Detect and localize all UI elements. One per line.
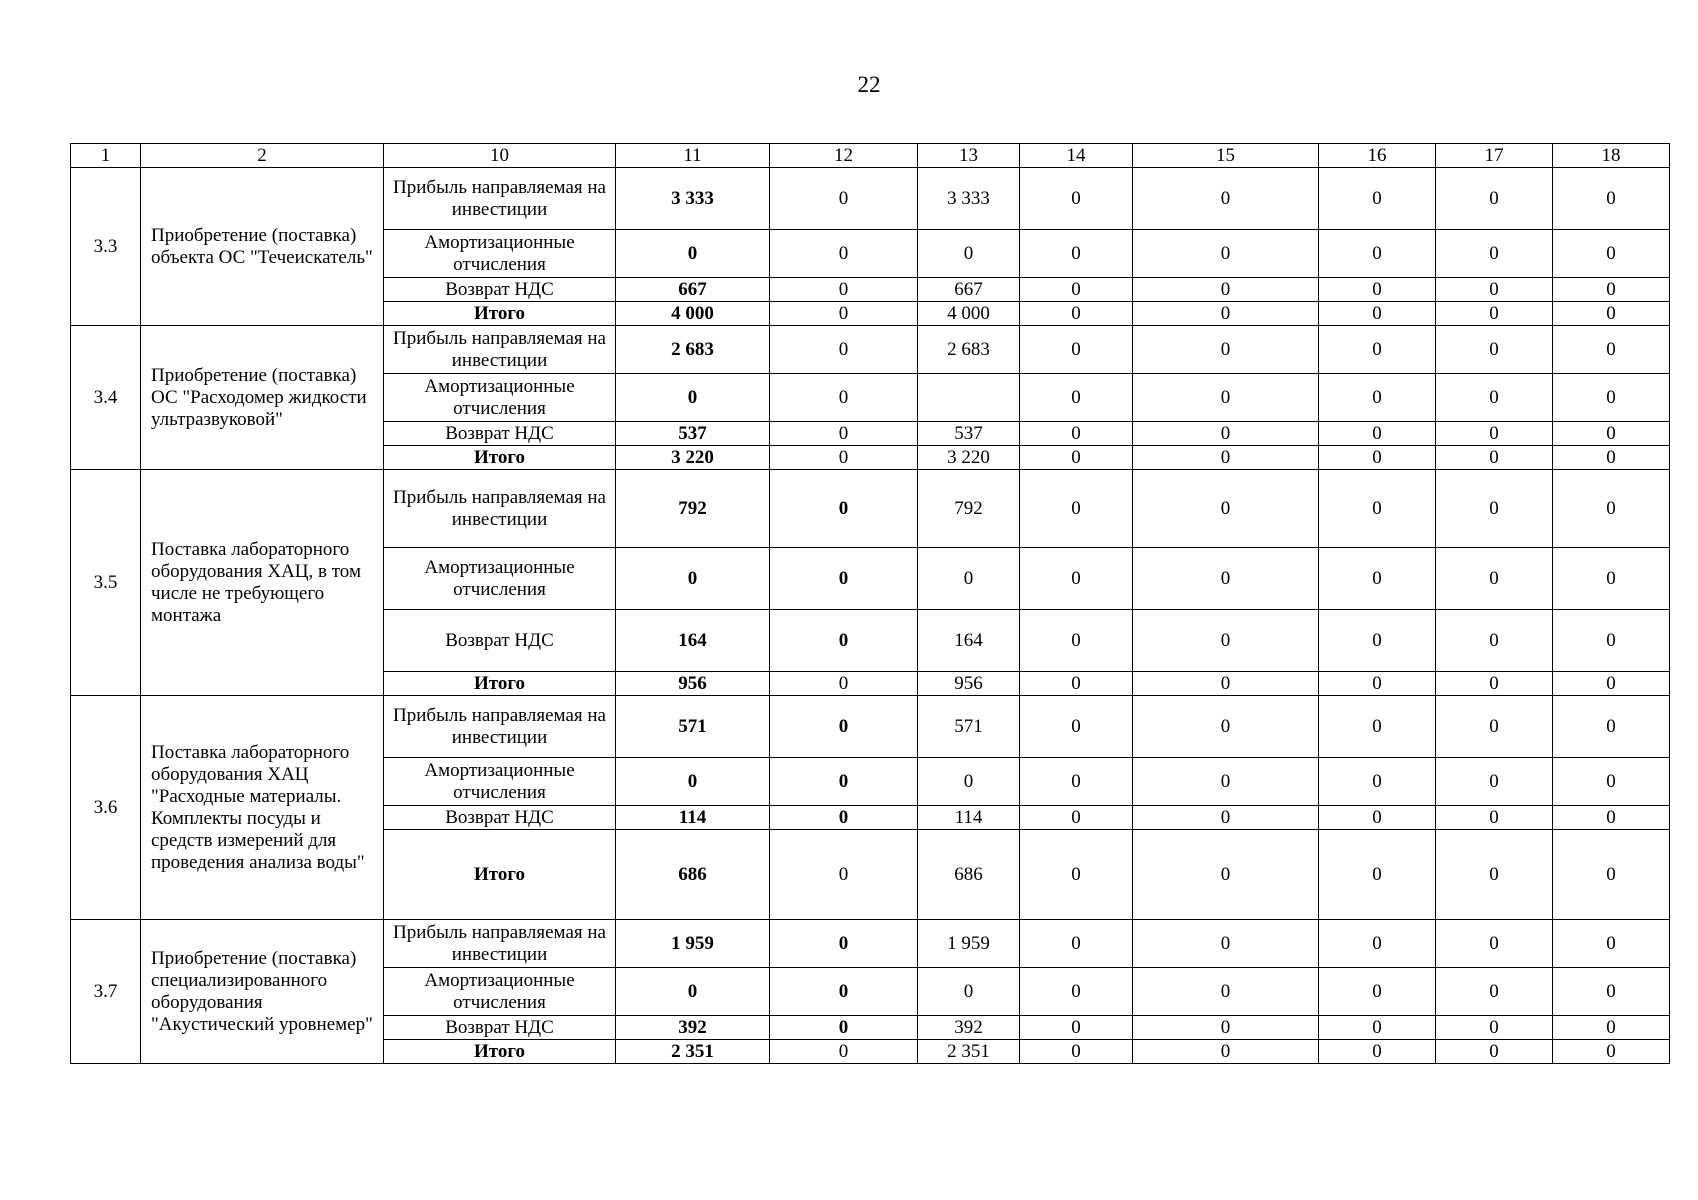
value-cell: 0 bbox=[1133, 830, 1319, 920]
value-cell: 0 bbox=[1133, 920, 1319, 968]
value-cell: 0 bbox=[1133, 230, 1319, 278]
table-row bbox=[71, 326, 1670, 374]
funding-source: Итого bbox=[384, 1040, 616, 1064]
value-cell: 164 bbox=[616, 610, 770, 672]
funding-source: Прибыль направляемая на инвестиции bbox=[384, 168, 616, 230]
value-cell: 0 bbox=[1319, 548, 1436, 610]
value-cell: 114 bbox=[616, 806, 770, 830]
value-cell: 0 bbox=[1436, 470, 1553, 548]
value-cell: 1 959 bbox=[918, 920, 1020, 968]
value-cell: 0 bbox=[1319, 968, 1436, 1016]
value-cell: 0 bbox=[1319, 1016, 1436, 1040]
value-cell: 0 bbox=[1319, 422, 1436, 446]
column-header: 11 bbox=[616, 144, 770, 168]
value-cell: 1 959 bbox=[616, 920, 770, 968]
value-cell: 0 bbox=[770, 806, 918, 830]
funding-source: Возврат НДС bbox=[384, 610, 616, 672]
value-cell: 2 351 bbox=[918, 1040, 1020, 1064]
value-cell: 792 bbox=[918, 470, 1020, 548]
value-cell: 0 bbox=[1319, 1040, 1436, 1064]
value-cell: 0 bbox=[770, 230, 918, 278]
value-cell: 0 bbox=[1436, 830, 1553, 920]
value-cell: 0 bbox=[616, 968, 770, 1016]
value-cell: 0 bbox=[1553, 672, 1670, 696]
value-cell: 0 bbox=[1133, 806, 1319, 830]
value-cell: 0 bbox=[1020, 230, 1133, 278]
value-cell: 0 bbox=[1553, 326, 1670, 374]
value-cell: 0 bbox=[1553, 1040, 1670, 1064]
value-cell: 0 bbox=[770, 470, 918, 548]
value-cell bbox=[918, 374, 1020, 422]
funding-source: Возврат НДС bbox=[384, 1016, 616, 1040]
value-cell: 0 bbox=[1133, 422, 1319, 446]
value-cell: 0 bbox=[1133, 758, 1319, 806]
value-cell: 0 bbox=[770, 548, 918, 610]
value-cell: 392 bbox=[616, 1016, 770, 1040]
value-cell: 4 000 bbox=[616, 302, 770, 326]
value-cell: 0 bbox=[1436, 1016, 1553, 1040]
value-cell: 0 bbox=[616, 758, 770, 806]
value-cell: 0 bbox=[1436, 230, 1553, 278]
value-cell: 0 bbox=[1020, 696, 1133, 758]
funding-source: Амортизационные отчисления bbox=[384, 968, 616, 1016]
value-cell: 0 bbox=[616, 374, 770, 422]
value-cell: 0 bbox=[1436, 806, 1553, 830]
value-cell: 0 bbox=[770, 830, 918, 920]
value-cell: 0 bbox=[1020, 326, 1133, 374]
value-cell: 0 bbox=[770, 326, 918, 374]
funding-source: Возврат НДС bbox=[384, 278, 616, 302]
value-cell: 571 bbox=[616, 696, 770, 758]
value-cell: 0 bbox=[770, 446, 918, 470]
column-header: 18 bbox=[1553, 144, 1670, 168]
value-cell: 0 bbox=[770, 672, 918, 696]
value-cell: 0 bbox=[1553, 968, 1670, 1016]
column-header: 1 bbox=[71, 144, 141, 168]
value-cell: 0 bbox=[1133, 374, 1319, 422]
value-cell: 0 bbox=[1319, 758, 1436, 806]
value-cell: 0 bbox=[918, 758, 1020, 806]
funding-source: Прибыль направляемая на инвестиции bbox=[384, 470, 616, 548]
value-cell: 0 bbox=[1020, 302, 1133, 326]
value-cell: 0 bbox=[1319, 830, 1436, 920]
value-cell: 571 bbox=[918, 696, 1020, 758]
value-cell: 0 bbox=[1319, 920, 1436, 968]
value-cell: 0 bbox=[1436, 326, 1553, 374]
funding-source: Возврат НДС bbox=[384, 806, 616, 830]
value-cell: 0 bbox=[770, 1016, 918, 1040]
value-cell: 0 bbox=[1020, 830, 1133, 920]
value-cell: 3 333 bbox=[616, 168, 770, 230]
value-cell: 0 bbox=[616, 230, 770, 278]
value-cell: 0 bbox=[1020, 470, 1133, 548]
value-cell: 0 bbox=[1436, 548, 1553, 610]
value-cell: 0 bbox=[1319, 806, 1436, 830]
value-cell: 0 bbox=[1553, 278, 1670, 302]
value-cell: 3 220 bbox=[918, 446, 1020, 470]
value-cell: 0 bbox=[918, 230, 1020, 278]
value-cell: 2 683 bbox=[616, 326, 770, 374]
funding-source: Возврат НДС bbox=[384, 422, 616, 446]
item-name: Приобретение (поставка) объекта ОС "Течеискатель" bbox=[141, 168, 384, 326]
value-cell: 0 bbox=[1436, 672, 1553, 696]
funding-source: Итого bbox=[384, 446, 616, 470]
column-header: 17 bbox=[1436, 144, 1553, 168]
value-cell: 686 bbox=[616, 830, 770, 920]
value-cell: 0 bbox=[1553, 446, 1670, 470]
value-cell: 0 bbox=[1133, 326, 1319, 374]
value-cell: 3 220 bbox=[616, 446, 770, 470]
item-number: 3.6 bbox=[71, 696, 141, 920]
column-header: 12 bbox=[770, 144, 918, 168]
item-name: Приобретение (поставка) специализированного оборудования "Акустический уровнемер" bbox=[141, 920, 384, 1064]
column-header: 2 bbox=[141, 144, 384, 168]
page-number: 22 bbox=[857, 72, 881, 97]
value-cell: 0 bbox=[770, 168, 918, 230]
value-cell: 0 bbox=[1133, 672, 1319, 696]
funding-source: Итого bbox=[384, 672, 616, 696]
value-cell: 0 bbox=[1553, 230, 1670, 278]
value-cell: 0 bbox=[1553, 1016, 1670, 1040]
value-cell: 0 bbox=[1319, 672, 1436, 696]
funding-source: Амортизационные отчисления bbox=[384, 374, 616, 422]
value-cell: 0 bbox=[1553, 302, 1670, 326]
value-cell: 0 bbox=[616, 548, 770, 610]
value-cell: 667 bbox=[616, 278, 770, 302]
table-row bbox=[71, 168, 1670, 230]
value-cell: 956 bbox=[616, 672, 770, 696]
column-number-row bbox=[71, 144, 1670, 168]
value-cell: 0 bbox=[770, 920, 918, 968]
funding-source: Прибыль направляемая на инвестиции bbox=[384, 920, 616, 968]
value-cell: 0 bbox=[1436, 278, 1553, 302]
value-cell: 0 bbox=[1319, 374, 1436, 422]
value-cell: 0 bbox=[1319, 168, 1436, 230]
value-cell: 0 bbox=[1436, 920, 1553, 968]
table-row bbox=[71, 920, 1670, 968]
value-cell: 0 bbox=[1020, 672, 1133, 696]
value-cell: 0 bbox=[770, 302, 918, 326]
value-cell: 0 bbox=[770, 758, 918, 806]
funding-source: Прибыль направляемая на инвестиции bbox=[384, 696, 616, 758]
value-cell: 0 bbox=[770, 1040, 918, 1064]
value-cell: 0 bbox=[1020, 968, 1133, 1016]
value-cell: 0 bbox=[1436, 302, 1553, 326]
value-cell: 0 bbox=[1020, 806, 1133, 830]
value-cell: 0 bbox=[1020, 446, 1133, 470]
column-header: 13 bbox=[918, 144, 1020, 168]
value-cell: 0 bbox=[770, 374, 918, 422]
item-number: 3.3 bbox=[71, 168, 141, 326]
value-cell: 0 bbox=[1020, 610, 1133, 672]
value-cell: 0 bbox=[1319, 326, 1436, 374]
value-cell: 0 bbox=[1319, 610, 1436, 672]
value-cell: 0 bbox=[770, 968, 918, 1016]
value-cell: 0 bbox=[1133, 302, 1319, 326]
value-cell: 392 bbox=[918, 1016, 1020, 1040]
value-cell: 0 bbox=[1020, 548, 1133, 610]
value-cell: 0 bbox=[1436, 758, 1553, 806]
value-cell: 0 bbox=[1553, 168, 1670, 230]
value-cell: 0 bbox=[1133, 278, 1319, 302]
value-cell: 0 bbox=[1553, 696, 1670, 758]
value-cell: 0 bbox=[1133, 446, 1319, 470]
item-name: Поставка лабораторного оборудования ХАЦ, в том числе не требующего монтажа bbox=[141, 470, 384, 696]
value-cell: 0 bbox=[1553, 374, 1670, 422]
value-cell: 0 bbox=[1436, 374, 1553, 422]
value-cell: 686 bbox=[918, 830, 1020, 920]
value-cell: 0 bbox=[1319, 470, 1436, 548]
value-cell: 0 bbox=[1319, 278, 1436, 302]
value-cell: 0 bbox=[1553, 830, 1670, 920]
value-cell: 0 bbox=[918, 548, 1020, 610]
value-cell: 537 bbox=[918, 422, 1020, 446]
funding-source: Амортизационные отчисления bbox=[384, 758, 616, 806]
value-cell: 0 bbox=[1020, 374, 1133, 422]
value-cell: 0 bbox=[1553, 422, 1670, 446]
value-cell: 0 bbox=[1553, 806, 1670, 830]
item-name: Приобретение (поставка) ОС "Расходомер жидкости ультразвуковой" bbox=[141, 326, 384, 470]
value-cell: 0 bbox=[1553, 548, 1670, 610]
value-cell: 0 bbox=[1133, 1040, 1319, 1064]
value-cell: 0 bbox=[1436, 610, 1553, 672]
value-cell: 2 683 bbox=[918, 326, 1020, 374]
value-cell: 0 bbox=[1436, 1040, 1553, 1064]
value-cell: 0 bbox=[1553, 920, 1670, 968]
funding-source: Итого bbox=[384, 302, 616, 326]
value-cell: 0 bbox=[1436, 422, 1553, 446]
item-number: 3.7 bbox=[71, 920, 141, 1064]
funding-source: Итого bbox=[384, 830, 616, 920]
value-cell: 0 bbox=[1020, 422, 1133, 446]
table-row bbox=[71, 696, 1670, 758]
item-name: Поставка лабораторного оборудования ХАЦ "Расходные материалы. Комплекты посуды и средств измерений для проведения анализа воды" bbox=[141, 696, 384, 920]
value-cell: 0 bbox=[1133, 1016, 1319, 1040]
column-header: 10 bbox=[384, 144, 616, 168]
value-cell: 0 bbox=[1436, 696, 1553, 758]
value-cell: 0 bbox=[1020, 1016, 1133, 1040]
investment-table bbox=[70, 143, 1670, 1064]
column-header: 15 bbox=[1133, 144, 1319, 168]
item-number: 3.4 bbox=[71, 326, 141, 470]
value-cell: 0 bbox=[770, 696, 918, 758]
value-cell: 792 bbox=[616, 470, 770, 548]
value-cell: 0 bbox=[770, 278, 918, 302]
value-cell: 0 bbox=[1020, 1040, 1133, 1064]
value-cell: 0 bbox=[1436, 968, 1553, 1016]
item-number: 3.5 bbox=[71, 470, 141, 696]
funding-source: Амортизационные отчисления bbox=[384, 548, 616, 610]
value-cell: 0 bbox=[1553, 470, 1670, 548]
column-header: 16 bbox=[1319, 144, 1436, 168]
value-cell: 0 bbox=[1319, 446, 1436, 470]
value-cell: 0 bbox=[770, 422, 918, 446]
value-cell: 0 bbox=[1020, 920, 1133, 968]
funding-source: Амортизационные отчисления bbox=[384, 230, 616, 278]
value-cell: 0 bbox=[918, 968, 1020, 1016]
value-cell: 0 bbox=[1133, 470, 1319, 548]
column-header: 14 bbox=[1020, 144, 1133, 168]
value-cell: 3 333 bbox=[918, 168, 1020, 230]
value-cell: 0 bbox=[1020, 758, 1133, 806]
value-cell: 114 bbox=[918, 806, 1020, 830]
table-row bbox=[71, 470, 1670, 548]
value-cell: 0 bbox=[1020, 278, 1133, 302]
value-cell: 0 bbox=[1133, 696, 1319, 758]
value-cell: 0 bbox=[1436, 168, 1553, 230]
value-cell: 0 bbox=[1319, 230, 1436, 278]
value-cell: 4 000 bbox=[918, 302, 1020, 326]
value-cell: 0 bbox=[1319, 302, 1436, 326]
value-cell: 956 bbox=[918, 672, 1020, 696]
value-cell: 0 bbox=[1133, 968, 1319, 1016]
value-cell: 537 bbox=[616, 422, 770, 446]
value-cell: 0 bbox=[1319, 696, 1436, 758]
value-cell: 0 bbox=[1133, 168, 1319, 230]
value-cell: 0 bbox=[1553, 610, 1670, 672]
value-cell: 2 351 bbox=[616, 1040, 770, 1064]
value-cell: 0 bbox=[770, 610, 918, 672]
value-cell: 0 bbox=[1133, 548, 1319, 610]
value-cell: 0 bbox=[1553, 758, 1670, 806]
value-cell: 0 bbox=[1436, 446, 1553, 470]
value-cell: 0 bbox=[1020, 168, 1133, 230]
value-cell: 667 bbox=[918, 278, 1020, 302]
funding-source: Прибыль направляемая на инвестиции bbox=[384, 326, 616, 374]
value-cell: 0 bbox=[1133, 610, 1319, 672]
value-cell: 164 bbox=[918, 610, 1020, 672]
